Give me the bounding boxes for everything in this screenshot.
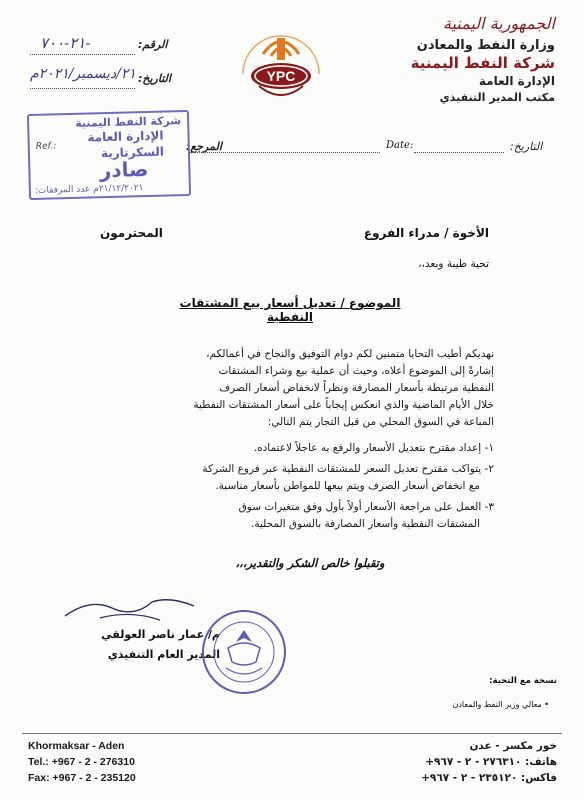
footer-tel-en: Tel.: +967 - 2 - 276310 <box>28 756 135 768</box>
handwritten-signature <box>60 588 200 628</box>
number-value: ٢١-٧٠٠- <box>40 34 91 52</box>
republic-label: الجمهورية اليمنية <box>442 14 555 33</box>
paragraph-line: نهديكم أطيب التحايا متمنين لكم دوام التوفيق والنجاح في أعمالكم، <box>206 348 494 360</box>
body-paragraph <box>92 346 494 431</box>
stamp-line-3: السكرتارية <box>100 144 165 161</box>
list-item: ١- إعداد مقترح بتعديل الأسعار والرفع به عاجلاً لاعتماده. <box>253 442 494 454</box>
bullet-icon: • <box>541 700 549 709</box>
number-line <box>30 54 135 55</box>
paragraph-line: المباعة في السوق المحلي من قبل التجار يتم التالي: <box>267 416 494 428</box>
date-en-label: Date: <box>386 140 414 151</box>
date-ar-label: التاريخ: <box>510 140 543 153</box>
paragraph-line: النفطية مرتبطة بأسعار المصارفة ونظراً لانخفاض أسعار الصرف <box>219 382 494 394</box>
company-name: شركة النفط اليمنية <box>410 54 555 72</box>
signatory-title: المدير العام التنفيذي <box>107 648 220 661</box>
footer-divider <box>22 733 562 734</box>
outgoing-stamp <box>27 110 191 200</box>
date-en-line <box>414 152 504 153</box>
footer-address-ar: خور مكسر - عدن <box>469 740 557 752</box>
subject-line: الموضوع / تعديل أسعار بيع المشتقات النفطية <box>179 296 401 324</box>
logo-text: YPC <box>266 68 296 84</box>
company-logo <box>233 24 329 108</box>
footer-address-en: Khormaksar - Aden <box>28 740 125 752</box>
date-line <box>30 88 135 89</box>
administration-label: الإدارة العامة <box>478 74 555 88</box>
date-label: التاريخ: <box>138 72 171 85</box>
stamp-line-4: صادر <box>99 156 149 183</box>
paragraph-line: إشارةً إلى الموضوع أعلاه، وحيث أن عملية بيع وشراء المشتقات <box>218 365 494 377</box>
paragraph-line: خلال الأيام الماضية والذي انعكس إيجاباً على أسعار المشتقات النفطية <box>193 399 494 411</box>
respected-label: المحترمون <box>100 226 163 240</box>
number-label: الرقم: <box>138 38 168 51</box>
official-seal <box>200 608 288 696</box>
action-items <box>92 440 494 533</box>
closing-line: وتقبلوا خالص الشكر والتقدير،،، <box>235 556 385 570</box>
ministry-label: وزارة النفط والمعادن <box>416 38 555 53</box>
list-item: ٣- العمل على مراجعة الأسعار أولاً بأول وفق متغيرات سوق <box>238 501 494 513</box>
copy-to-label: نسخة مع التحية: <box>489 676 557 686</box>
greeting: تحية طيبة وبعد،، <box>418 258 489 270</box>
list-item-continuation: مع انخفاض أسعار الصرف ويتم بيعها للمواطن بأسعار مناسبة. <box>215 480 480 492</box>
ref-line <box>190 152 380 153</box>
stamp-line-1: شركة النفط اليمنية <box>75 114 182 130</box>
office-label: مكتب المدير التنفيذي <box>439 91 555 104</box>
copy-to-recipient <box>452 700 549 709</box>
footer-fax-ar: فاكس: ٢٣٥١٢٠ - ٢ - ٩٦٧+ <box>421 772 557 784</box>
date-value: ٢١/ديسمبر/٢٠٢١م <box>30 66 136 82</box>
footer-fax-en: Fax: +967 - 2 - 235120 <box>28 772 136 784</box>
stamp-line-5: ٢١/١٢/٢٠٢١م عدد المرفقات: <box>34 183 144 196</box>
addressee: الأخوة / مدراء الفروع <box>363 226 489 240</box>
list-item: ٢- يتواكب مقترح تعديل السعر للمشتقات النفطية عبر فروع الشركة <box>202 463 494 475</box>
ref-en-label: Ref.: <box>35 141 57 152</box>
list-item-continuation: المشتقات النفطية وأسعار المصارفة بالسوق المحلية. <box>251 518 480 530</box>
stamp-line-2: الإدارة العامة <box>87 128 164 145</box>
signatory-name: م/ عمار ناصر العولقي <box>101 628 220 641</box>
recipient-name: معالي وزير النفط والمعادن <box>452 700 542 709</box>
footer-tel-ar: هاتف: ٢٧٦٣١٠ - ٢ - ٩٦٧+ <box>425 756 557 768</box>
ref-label: المرجع: <box>186 140 222 153</box>
